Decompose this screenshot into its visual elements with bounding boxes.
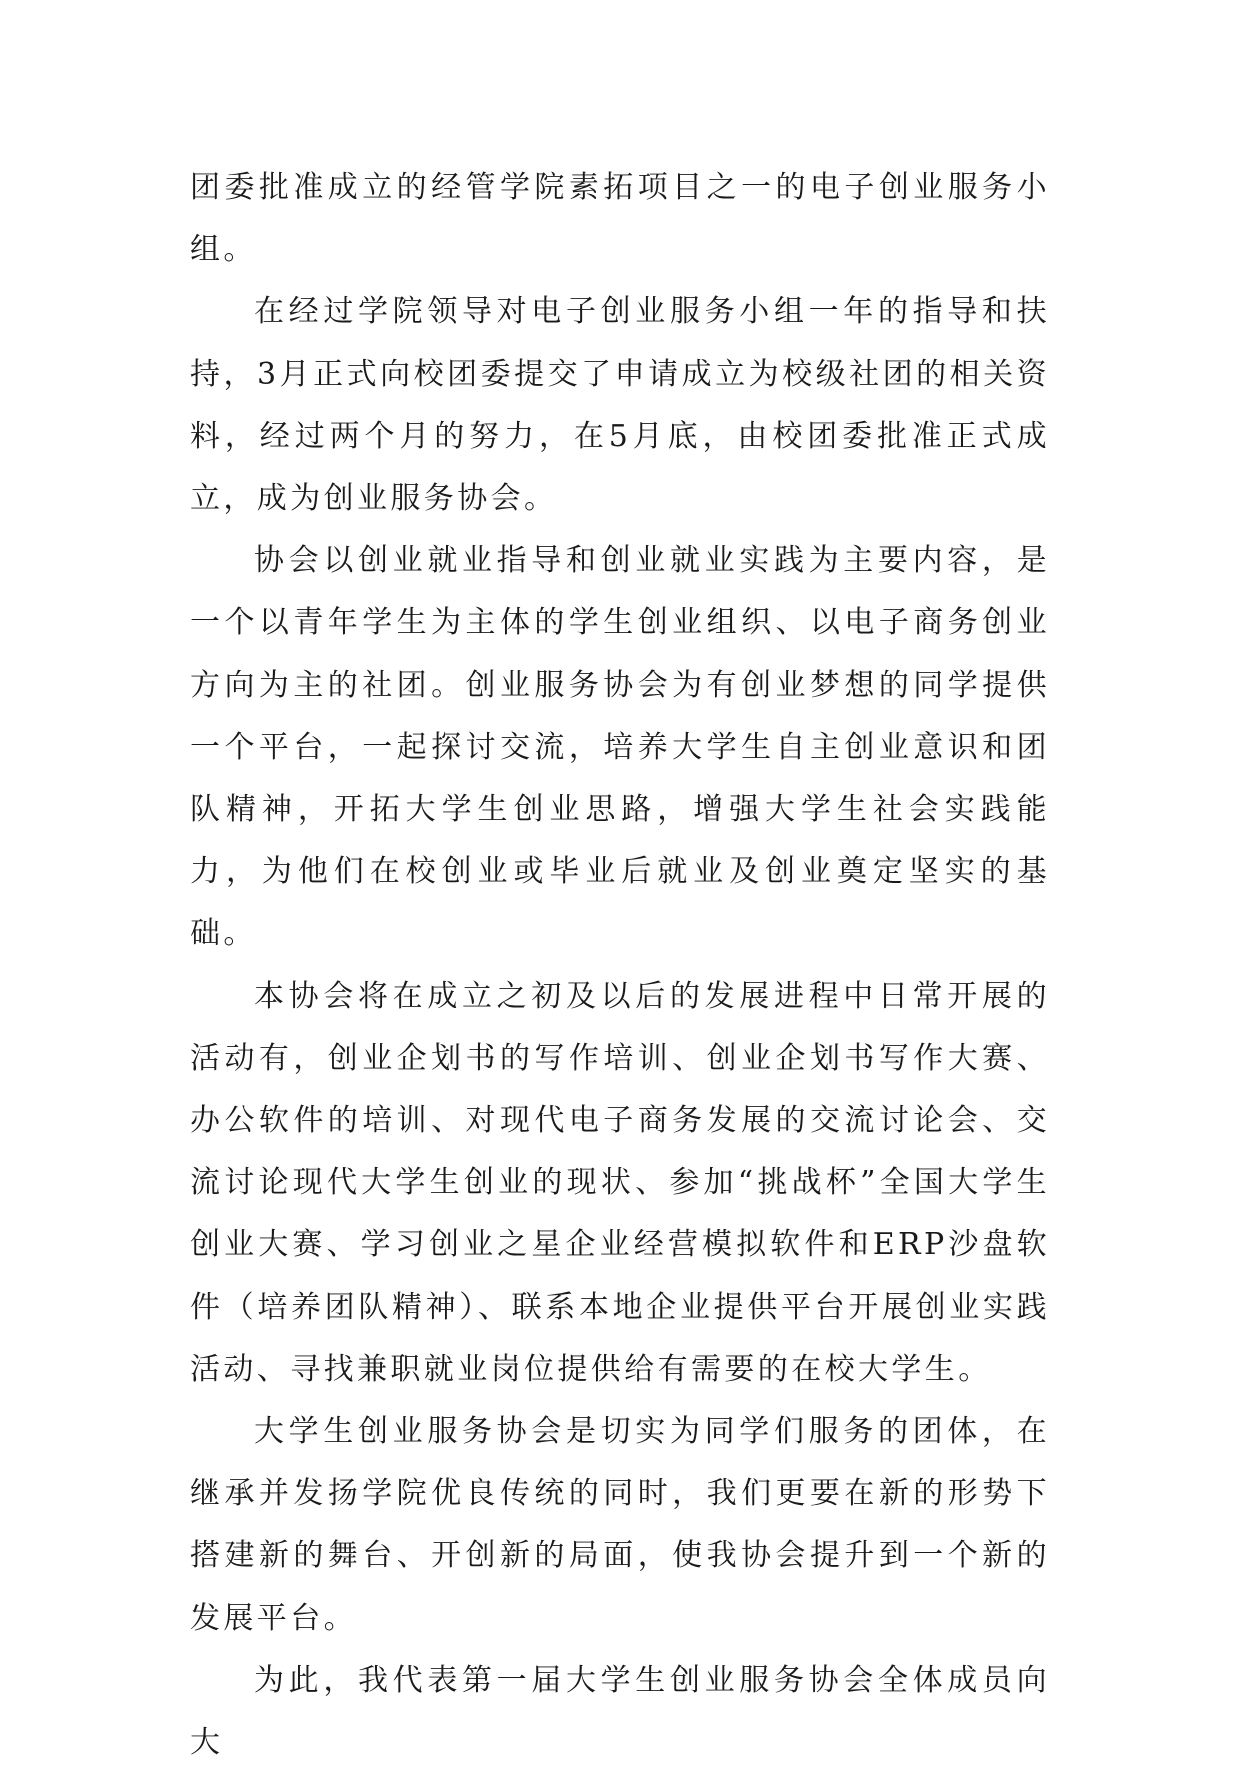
paragraph-1: 团委批准成立的经管学院素拓项目之一的电子创业服务小组。 [190,170,1050,268]
document-body [190,157,1050,1774]
paragraph-5: 大学生创业服务协会是切实为同学们服务的团体，在继承并发扬学院优良传统的同时，我们更要在新的形势下搭建新的舞台、开创新的局面，使我协会提升到一个新的发展平台。 [190,1414,1050,1636]
paragraph-4: 本协会将在成立之初及以后的发展进程中日常开展的活动有，创业企划书的写作培训、创业企划书写作大赛、办公软件的培训、对现代电子商务发展的交流讨论会、交流讨论现代大学生创业的现状、参加“挑战杯”全国大学生创业大赛、学习创业之星企业经营模拟软件和ERP沙盘软件（培养团队精神）、联系本地企业提供平台开展创业实践活动、寻找兼职就业岗位提供给有需要的在校大学生。 [190,978,1050,1387]
paragraph-2: 在经过学院领导对电子创业服务小组一年的指导和扶持，3月正式向校团委提交了申请成立为校级社团的相关资料，经过两个月的努力，在5月底，由校团委批准正式成立，成为创业服务协会。 [190,294,1050,517]
paragraph-6: 为此，我代表第一届大学生创业服务协会全体成员向大 [190,1662,1050,1761]
paragraph-3: 协会以创业就业指导和创业就业实践为主要内容，是一个以青年学生为主体的学生创业组织、以电子商务创业方向为主的社团。创业服务协会为有创业梦想的同学提供一个平台，一起探讨交流，培养大学生自主创业意识和团队精神，开拓大学生创业思路，增强大学生社会实践能力，为他们在校创业或毕业后就业及创业奠定坚实的基础。 [190,543,1050,952]
